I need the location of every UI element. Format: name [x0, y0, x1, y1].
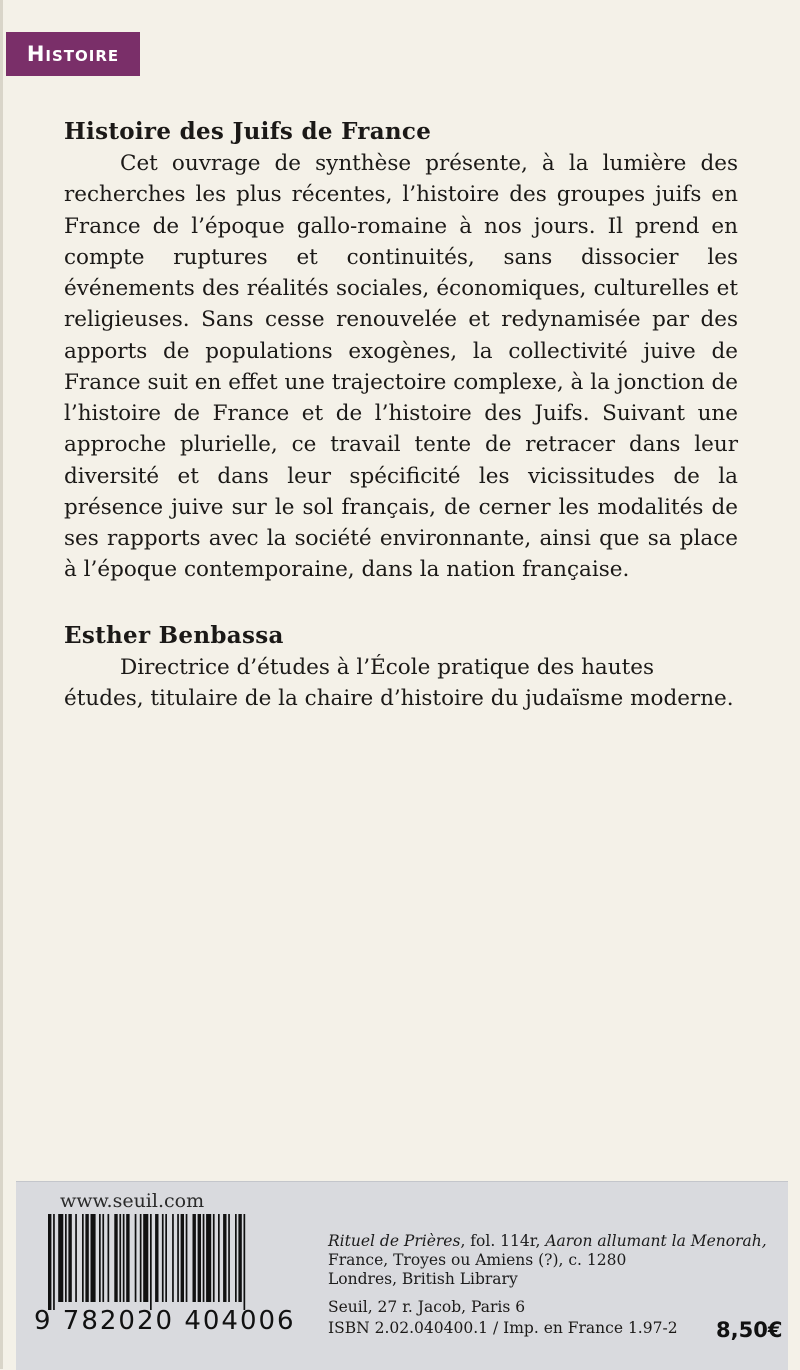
author-bio: Directrice d’études à l’École pratique des hautes études, titulaire de la chaire d’histoire du judaïsme moderne.	[64, 654, 734, 711]
book-title: Histoire des Juifs de France	[64, 118, 432, 145]
barcode	[34, 1210, 310, 1352]
isbn-line: ISBN 2.02.040400.1 / Imp. en France 1.97-2	[328, 1319, 678, 1337]
price: 8,50€	[716, 1318, 783, 1342]
website-url: www.seuil.com	[60, 1190, 205, 1212]
credit-source: Rituel de Prières	[328, 1232, 461, 1250]
book-summary: Cet ouvrage de synthèse présente, à la lumière des recherches les plus récentes, l’histoire des groupes juifs en France de l’époque gallo-romaine à nos jours. Il prend en compte ruptures et continuités, sans dissocier les événements des réalités sociales, économiques, culturelles et religieuses. Sans cesse renouvelée et redynamisée par des apports de populations exogènes, la collectivité juive de France suit en effet une trajectoire complexe, à la jonction de l’histoire de France et de l’histoire des Juifs. Suivant une approche plurielle, ce travail tente de retracer dans leur diversité et dans leur spécificité les vicissitudes de la présence juive sur le sol français, de cerner les modalités de ses rapports avec la société environnante, ainsi que sa place à l’époque contemporaine, dans la nation française.	[64, 151, 738, 583]
page-edge	[0, 0, 3, 1369]
category-tag: Histoire	[6, 32, 140, 76]
barcode-digits: 9 782020 404006	[34, 1306, 296, 1336]
credit-subject: Aaron allumant la Menorah,	[545, 1232, 767, 1250]
publisher-address: Seuil, 27 r. Jacob, Paris 6	[328, 1298, 526, 1316]
illustration-credit	[328, 1232, 788, 1289]
credit-line-3: Londres, British Library	[328, 1270, 518, 1288]
credit-line-1	[328, 1232, 788, 1251]
credit-folio: , fol. 114r,	[460, 1232, 546, 1250]
barcode-icon	[34, 1210, 310, 1310]
credit-line-2: France, Troyes ou Amiens (?), c. 1280	[328, 1251, 627, 1269]
author-name: Esther Benbassa	[64, 621, 284, 649]
main-content	[64, 116, 738, 714]
back-info-panel	[16, 1181, 788, 1370]
